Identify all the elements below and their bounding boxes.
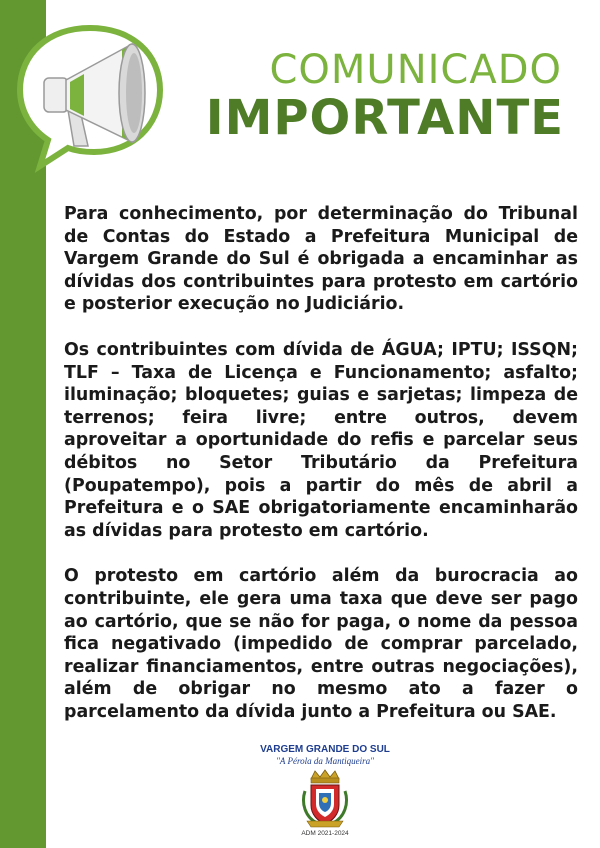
announcement-body — [64, 203, 578, 746]
administration-label: ADM 2021-2024 — [301, 830, 349, 837]
municipal-footer — [254, 744, 396, 837]
coat-of-arms-icon — [299, 769, 351, 829]
city-slogan: "A Pérola da Mantiqueira" — [276, 756, 374, 766]
title-comunicado: COMUNICADO — [269, 47, 562, 93]
title-importante: IMPORTANTE — [205, 90, 564, 146]
paragraph-3: O protesto em cartório além da burocracia ao contribuinte, ele gera uma taxa que deve ser pago ao cartório, que se não for paga, o nome da pessoa fica negativado (impedido de comprar parcelado, realizar financiamentos, entre outras negociações), além de obrigar no mesmo ato a fazer o parcelamento da dívida junto a Prefeitura ou SAE. — [64, 566, 578, 722]
megaphone-icon — [10, 14, 170, 174]
paragraph-2: Os contribuintes com dívida de ÁGUA; IPTU; ISSQN; TLF – Taxa de Licença e Funcionamento; asfalto; iluminação; bloquetes; guias e sarjetas; limpeza de terrenos; feira livre; entre outros, devem aproveitar a oportunidade do refis e parcelar seus débitos no Setor Tributário da Prefeitura (Poupatempo), pois a partir do mês de abril a Prefeitura e o SAE obrigatoriamente encaminharão as dívidas para protesto em cartório. — [64, 339, 578, 541]
city-name: VARGEM GRANDE DO SUL — [260, 744, 390, 755]
paragraph-1: Para conhecimento, por determinação do Tribunal de Contas do Estado a Prefeitura Municipal de Vargem Grande do Sul é obrigada a encaminhar as dívidas dos contribuintes para protesto em cartório e posterior execução no Judiciário. — [64, 204, 578, 315]
